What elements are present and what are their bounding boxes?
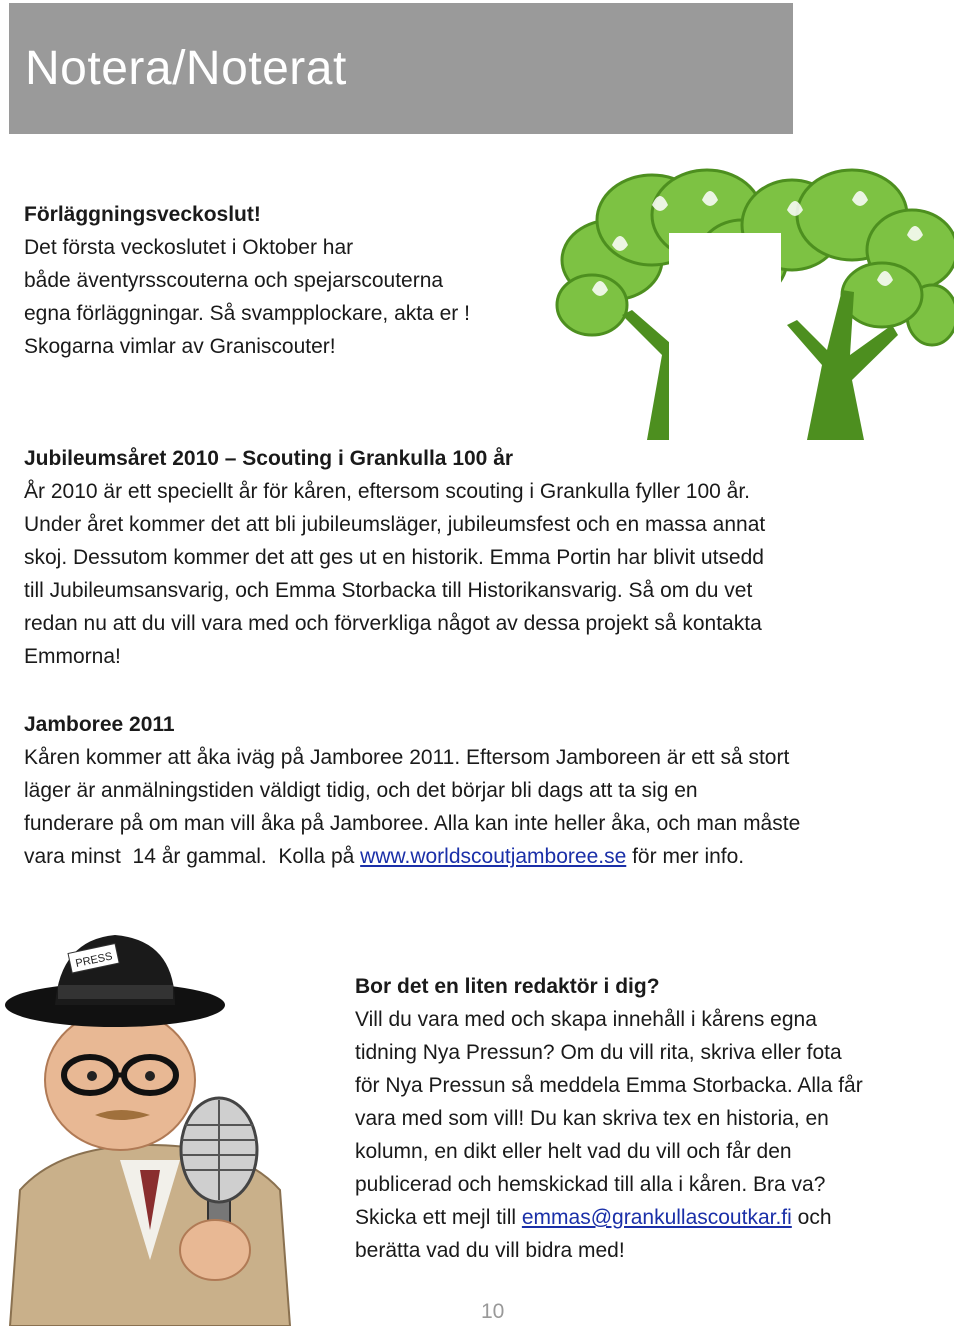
paragraph-line: År 2010 är ett speciellt år för kåren, eftersom scouting i Grankulla fyller 100 år. (24, 480, 751, 503)
paragraph-line: till Jubileumsansvarig, och Emma Storbacka till Historikansvarig. Så om du vet (24, 579, 753, 602)
paragraph-line: läger är anmälningstiden väldigt tidig, och det börjar bli dags att ta sig en (24, 779, 698, 802)
paragraph-line: både äventyrsscouterna och spejarscouterna (24, 269, 444, 292)
paragraph-line: Vill du vara med och skapa innehåll i kårens egna (355, 1008, 817, 1031)
paragraph-line: egna förläggningar. Så svampplockare, akta er ! (24, 302, 470, 325)
section-forlaggning (24, 198, 544, 363)
paragraph-line: Emmorna! (24, 645, 121, 668)
text-segment: vara minst 14 år gammal. Kolla på (24, 845, 361, 868)
section-jamboree (24, 708, 944, 873)
tree-illustration-icon (552, 165, 954, 440)
paragraph-line: berätta vad du vill bidra med! (355, 1239, 625, 1262)
section-heading: Förläggningsveckoslut! (24, 203, 261, 226)
paragraph-line: Det första veckoslutet i Oktober har (24, 236, 354, 259)
text-segment: för mer info. (626, 845, 745, 868)
paragraph-line: skoj. Dessutom kommer det att ges ut en historik. Emma Portin har blivit utsedd (24, 546, 764, 569)
paragraph-line: redan nu att du vill vara med och förverkliga något av dessa projekt så kontakta (24, 612, 762, 635)
header-bar (9, 3, 793, 134)
section-heading: Bor det en liten redaktör i dig? (355, 975, 660, 998)
paragraph-line: vara med som vill! Du kan skriva tex en historia, en (355, 1107, 829, 1130)
paragraph-line: för Nya Pressun så meddela Emma Storbacka. Alla får (355, 1074, 863, 1097)
section-jubileum (24, 442, 924, 673)
paragraph-line: Skogarna vimlar av Graniscouter! (24, 335, 336, 358)
section-heading: Jubileumsåret 2010 – Scouting i Grankulla 100 år (24, 447, 514, 470)
page-title: Notera/Noterat (25, 42, 347, 95)
paragraph-line: Kåren kommer att åka iväg på Jamboree 2011. Eftersom Jamboreen är ett så stort (24, 746, 790, 769)
reporter-with-microphone-icon (0, 930, 300, 1326)
paragraph-line: Under året kommer det att bli jubileumsläger, jubileumsfest och en massa annat (24, 513, 766, 536)
paragraph-line (24, 840, 944, 873)
text-segment: Skicka ett mejl till (355, 1206, 522, 1229)
email-link[interactable]: emmas@grankullascoutkar.fi (521, 1206, 792, 1229)
paragraph-line: kolumn, en dikt eller helt vad du vill och får den (355, 1140, 792, 1163)
text-segment: och (791, 1206, 832, 1229)
section-redaktor (355, 970, 930, 1267)
paragraph-line (355, 1201, 930, 1234)
paragraph-line: tidning Nya Pressun? Om du vill rita, skriva eller fota (355, 1041, 842, 1064)
section-heading: Jamboree 2011 (24, 713, 175, 736)
page-number: 10 (481, 1300, 505, 1323)
paragraph-line: funderare på om man vill åka på Jamboree. Alla kan inte heller åka, och man måste (24, 812, 801, 835)
press-card-label: PRESS (74, 950, 114, 970)
paragraph-line: publicerad och hemskickad till alla i kåren. Bra va? (355, 1173, 826, 1196)
jamboree-link[interactable]: www.worldscoutjamboree.se (360, 845, 627, 868)
